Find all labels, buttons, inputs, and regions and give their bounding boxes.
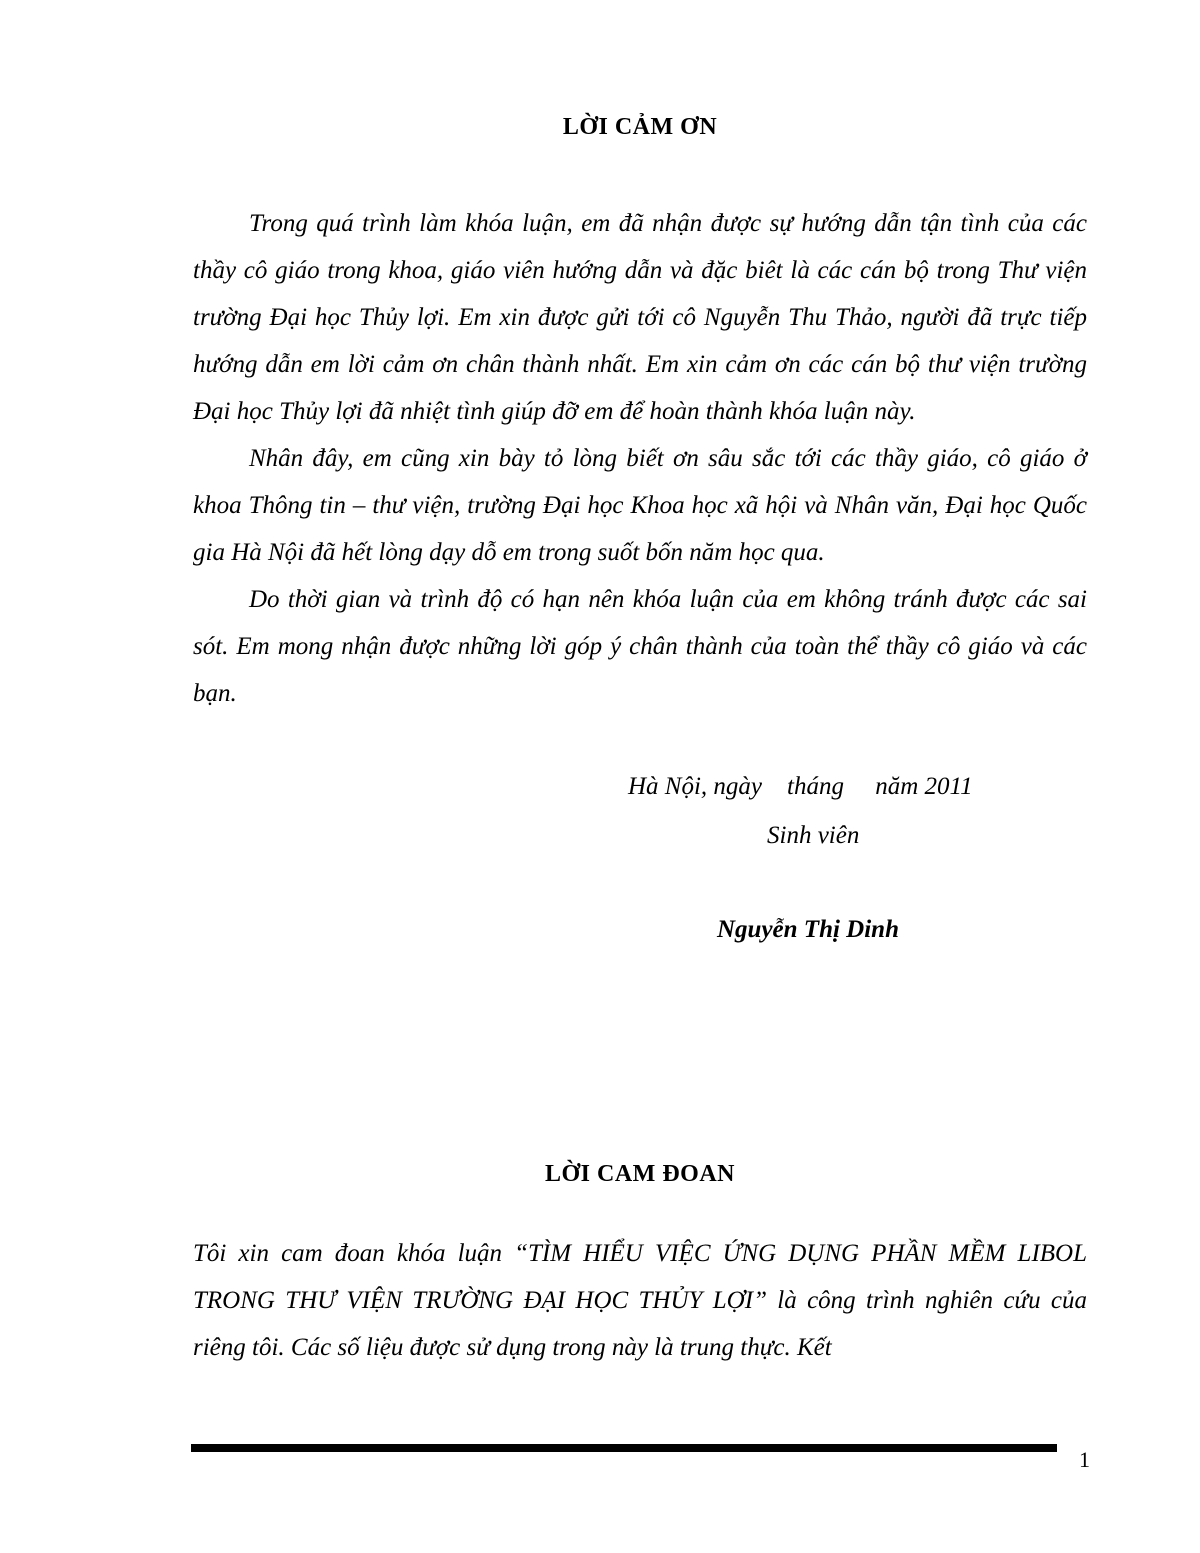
signature-date-line: Hà Nội, ngày tháng năm 2011: [628, 773, 973, 800]
declaration-heading: LỜI CAM ĐOAN: [545, 1161, 735, 1187]
page-number: 1: [1079, 1447, 1090, 1472]
acknowledgement-paragraph-1: Trong quá trình làm khóa luận, em đã nhận được sự hướng dẫn tận tình của các thầy cô giáo trong khoa, giáo viên hướng dẫn và đặc biêt là các cán bộ trong Thư viện trường Đại học Thủy lợi. Em xin được gửi tới cô Nguyễn Thu Thảo, người đã trực tiếp hướng dẫn em lời cảm ơn chân thành nhất. Em xin cảm ơn các cán bộ thư viện trường Đại học Thủy lợi đã nhiệt tình giúp đỡ em để hoàn thành khóa luận này.: [193, 210, 1087, 425]
signature-role: Sinh viên: [767, 822, 860, 849]
acknowledgement-paragraph-2: Nhân đây, em cũng xin bày tỏ lòng biết ơn sâu sắc tới các thầy giáo, cô giáo ở khoa Thông tin – thư viện, trường Đại học Khoa học xã hội và Nhân văn, Đại học Quốc gia Hà Nội đã hết lòng dạy dỗ em trong suốt bốn năm học qua.: [193, 445, 1087, 566]
acknowledgement-heading: LỜI CẢM ƠN: [562, 114, 718, 140]
declaration-paragraph-1: Tôi xin cam đoan khóa luận “TÌM HIỂU VIỆC ỨNG DỤNG PHẦN MỀM LIBOL TRONG THƯ VIỆN TRƯỜNG ĐẠI HỌC THỦY LỢI” là công trình nghiên cứu của riêng tôi. Các số liệu được sử dụng trong này là trung thực. Kết: [193, 1240, 1087, 1361]
acknowledgement-paragraph-3: Do thời gian và trình độ có hạn nên khóa luận của em không tránh được các sai sót. Em mong nhận được những lời góp ý chân thành của toàn thể thầy cô giáo và các bạn.: [193, 586, 1087, 707]
declaration-body: [193, 1230, 1087, 1371]
signature-name: Nguyễn Thị Dinh: [717, 916, 899, 943]
footer-rule: [191, 1444, 1057, 1452]
acknowledgement-body: [193, 200, 1087, 717]
